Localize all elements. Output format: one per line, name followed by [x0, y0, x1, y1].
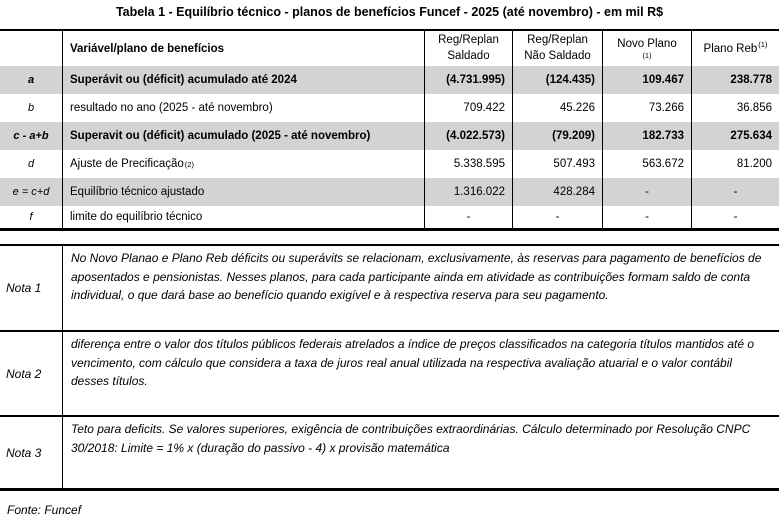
note-reference: (1) [758, 39, 768, 49]
value-cell: - [425, 206, 513, 228]
table-row-a [0, 66, 779, 94]
value-cell: 109.467 [603, 66, 692, 94]
row-id-cell: d [0, 150, 63, 178]
note-row-2 [0, 330, 779, 415]
table-row-c [0, 122, 779, 150]
value-cell: (4.022.573) [425, 122, 513, 150]
value-cell: - [733, 186, 738, 198]
table-row-f [0, 206, 779, 228]
header-plano-reb [692, 31, 779, 66]
note-reference: (2) [184, 159, 194, 169]
note-row-3 [0, 415, 779, 488]
value-cell: 563.672 [603, 150, 692, 178]
value-cell: 81.200 [736, 158, 772, 170]
row-id-cell: e = c+d [0, 178, 63, 206]
row-id-cell: b [0, 94, 63, 122]
header-line1: Reg/Replan [527, 33, 588, 46]
note-label: Nota 3 [0, 417, 63, 488]
value-cell: - [603, 206, 692, 228]
header-line1: Novo Plano [617, 37, 677, 50]
header-novo-plano [603, 31, 692, 66]
value-cell: 1.316.022 [425, 178, 513, 206]
table-header-row [0, 31, 779, 66]
header-rowid-cell [0, 31, 63, 66]
notes-table [0, 244, 779, 491]
table-row-d [0, 150, 779, 178]
value-cell: - [733, 211, 738, 223]
value-cell: (124.435) [513, 66, 603, 94]
value-cell: 73.266 [603, 94, 692, 122]
value-cell: 275.634 [730, 130, 772, 142]
header-reg-replan-saldado [425, 31, 513, 66]
header-line2: Saldado [447, 49, 490, 62]
value-cell: 45.226 [513, 94, 603, 122]
header-reg-replan-nao-saldado [513, 31, 603, 66]
value-cell: 428.284 [513, 178, 603, 206]
note-text: diferença entre o valor dos títulos públicos federais atrelados a índice de preços classificados na categoria títulos mantidos até o vencimento, com cálculo que considera a taxa de juros real anual utilizada na respectiva avaliação atuarial e o valor contábil desses títulos. [71, 337, 755, 389]
source-note: Fonte: Funcef [7, 503, 82, 517]
results-table [0, 29, 779, 231]
value-cell: 182.733 [603, 122, 692, 150]
note-label: Nota 2 [0, 332, 63, 415]
header-variable-cell: Variável/plano de benefícios [63, 31, 425, 66]
table-row-e [0, 178, 779, 206]
row-id-cell: f [0, 206, 63, 228]
note-text: Teto para deficits. Se valores superiores, exigência de contribuições extraordinárias. Cálculo determinado por Resolução CNPC 30/2018: Limite = 1% x (duração do passivo - 4) x provisão matemática [71, 422, 751, 455]
header-line2: Não Saldado [524, 49, 591, 62]
row-id-cell: c - a+b [0, 122, 63, 150]
table-row-b [0, 94, 779, 122]
row-label-cell: Superavit ou (déficit) acumulado (2025 - até novembro) [63, 122, 425, 150]
value-cell: (4.731.995) [425, 66, 513, 94]
row-label-cell: Equilíbrio técnico ajustado [63, 178, 425, 206]
header-line1: Reg/Replan [438, 33, 499, 46]
value-cell: - [603, 178, 692, 206]
row-label-cell: limite do equilíbrio técnico [63, 206, 425, 228]
row-id-cell: a [0, 66, 63, 94]
value-cell: 507.493 [513, 150, 603, 178]
header-line1: Plano Reb$^{(1)}$ [703, 39, 768, 55]
table-title: Tabela 1 - Equilíbrio técnico - planos de benefícios Funcef - 2025 (até novembro) - em mil R$ [115, 5, 664, 19]
value-cell: 5.338.595 [425, 150, 513, 178]
note-label: Nota 1 [0, 246, 63, 330]
note-row-1 [0, 246, 779, 330]
value-cell: 709.422 [425, 94, 513, 122]
note-reference: (1) [642, 51, 652, 61]
value-cell: (79.209) [513, 122, 603, 150]
row-label-cell: Ajuste de Precificação (2) [63, 150, 425, 178]
note-text: No Novo Planao e Plano Reb déficits ou superávits se relacionam, exclusivamente, às reservas para pagamento de benefícios de aposentados e pensionistas. Nesses planos, para cada participante ainda em atividade as contribuições formam saldo de conta individual, o que dará base ao benefício quando exigível e à respectiva reserva para seu pagamento. [71, 251, 762, 303]
value-cell: 36.856 [736, 102, 772, 114]
row-label-cell: Superávit ou (déficit) acumulado até 2024 [63, 66, 425, 94]
value-cell: 238.778 [730, 74, 772, 86]
row-label-cell: resultado no ano (2025 - até novembro) [63, 94, 425, 122]
value-cell: - [513, 206, 603, 228]
